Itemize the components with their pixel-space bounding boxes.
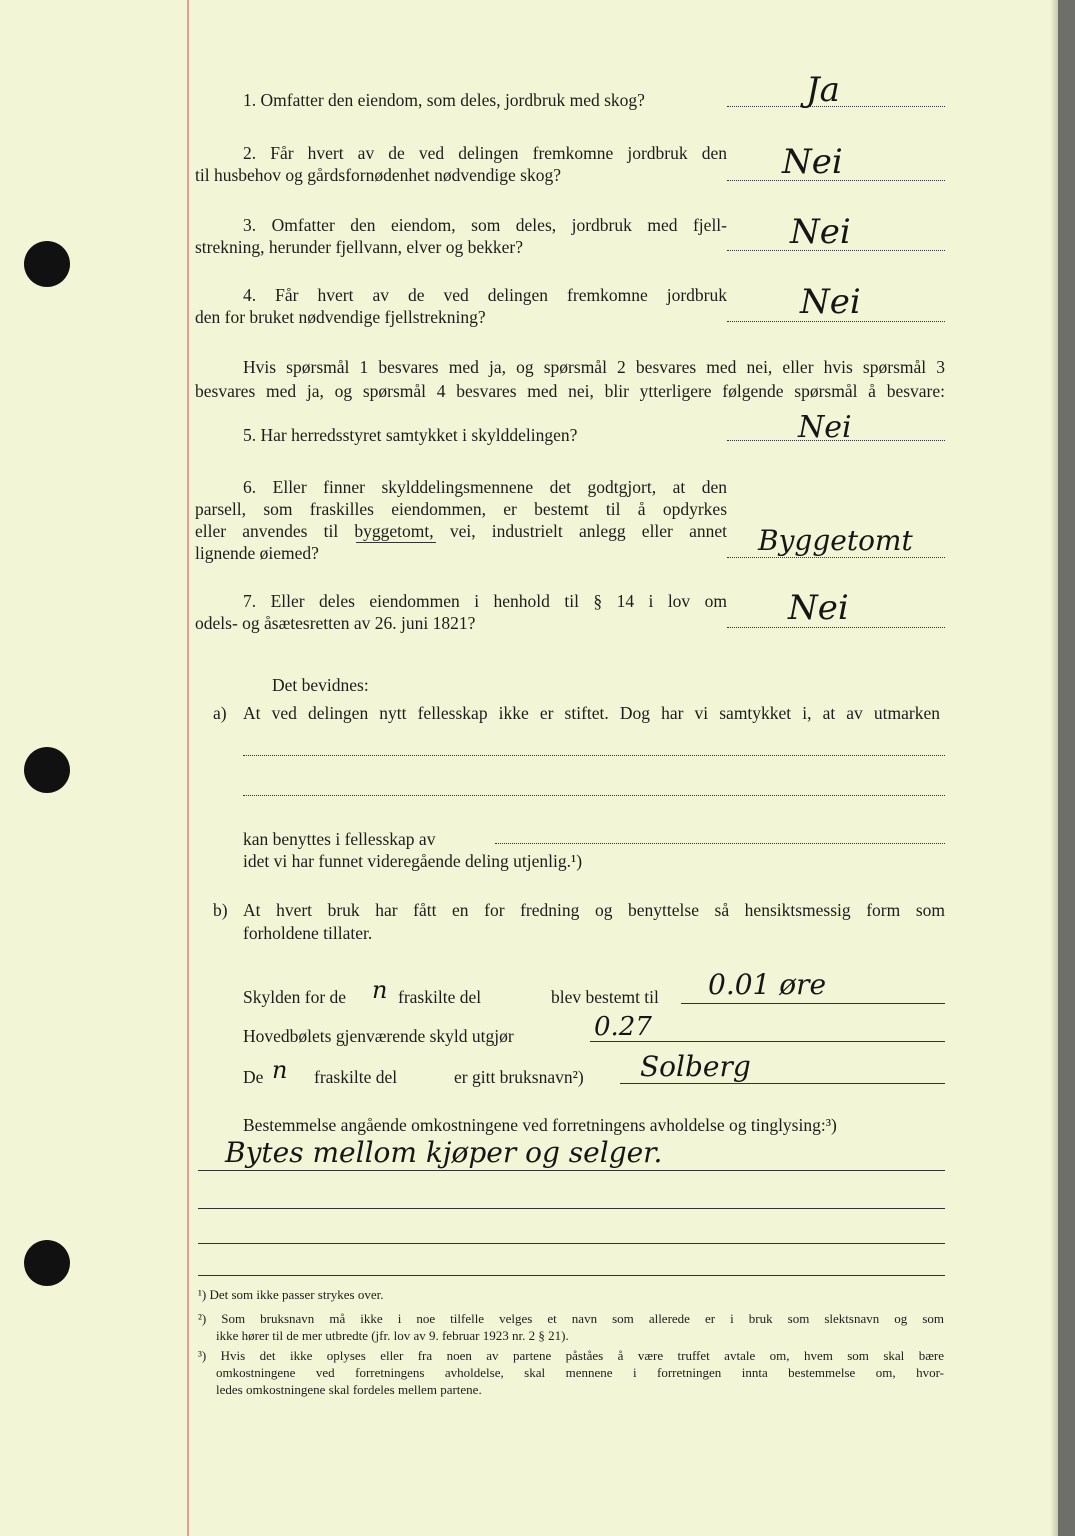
fellesskap-line xyxy=(495,843,945,844)
footnote-separator xyxy=(198,1275,945,1276)
skyld-value: 0.01 øre xyxy=(708,968,827,1001)
page-edge-shadow xyxy=(1050,0,1058,1536)
question-6-line-3: eller anvendes til byggetomt, vei, industrielt anlegg eller annet xyxy=(195,521,727,541)
punch-hole-top xyxy=(24,241,70,287)
question-6-answer-line xyxy=(727,557,945,558)
footnote-2-line-1: ²) Som bruksnavn må ikke i noe tilfelle velges et navn som allerede er i bruk som slektsnavn og som xyxy=(198,1311,944,1326)
bevidnes-heading: Det bevidnes: xyxy=(272,675,369,695)
question-3-answer: Nei xyxy=(790,212,851,252)
bevidnes-a-idet: idet vi har funnet videregående deling utjenlig.¹) xyxy=(243,851,583,871)
bevidnes-b-letter: b) xyxy=(213,900,228,920)
hovedbol-label: Hovedbølets gjenværende skyld utgjør xyxy=(243,1026,514,1046)
punch-hole-bottom xyxy=(24,1240,70,1286)
condition-line-2: besvares med ja, og spørsmål 4 besvares med nei, blir ytterligere følgende spørsmål å besvare: xyxy=(195,381,945,401)
bruksnavn-line-hw: n xyxy=(272,1056,288,1084)
bevidnes-a-letter: a) xyxy=(213,703,227,723)
utmark-line-1 xyxy=(243,755,945,756)
footnote-1: ¹) Det som ikke passer strykes over. xyxy=(198,1287,384,1302)
question-4-line-1: 4. Får hvert av de ved delingen fremkomne jordbruk xyxy=(243,285,727,305)
hovedbol-value: 0.27 xyxy=(594,1012,652,1042)
footnote-3-line-1: ³) Hvis det ikke oplyses eller fra noen av partene påståes å være truffet avtale om, hvem som skal bære xyxy=(198,1348,944,1363)
condition-line-1: Hvis spørsmål 1 besvares med ja, og spørsmål 2 besvares med nei, eller hvis spørsmål 3 xyxy=(243,357,945,377)
question-3-line-1: 3. Omfatter den eiendom, som deles, jordbruk med fjell- xyxy=(243,215,727,235)
question-5-answer: Nei xyxy=(798,410,852,445)
skyld-line-1-b: fraskilte del xyxy=(398,987,482,1007)
question-2-line-1: 2. Får hvert av de ved delingen fremkomne jordbruk den xyxy=(243,143,727,163)
bruksnavn-line-a: De xyxy=(243,1067,264,1087)
bruksnavn-value-line xyxy=(620,1083,945,1084)
question-2-answer: Nei xyxy=(782,142,843,182)
page-edge xyxy=(1058,0,1075,1536)
bruksnavn-line-b: fraskilte del xyxy=(314,1067,398,1087)
punch-hole-middle xyxy=(24,747,70,793)
question-6-line-1: 6. Eller finner skylddelingsmennene det godtgjort, at den xyxy=(243,477,727,497)
cost-label: Bestemmelse angående omkostningene ved forretningens avholdelse og tinglysing:³) xyxy=(243,1115,837,1135)
cost-line-3 xyxy=(198,1243,945,1244)
question-6-answer: Byggetomt xyxy=(758,524,913,557)
skyld-line-1-hw: n xyxy=(372,976,388,1004)
question-3-line-2: strekning, herunder fjellvann, elver og bekker? xyxy=(195,237,523,257)
skyld-line-1-c: blev bestemt til xyxy=(551,987,659,1007)
cost-line-2 xyxy=(198,1208,945,1209)
bruksnavn-value: Solberg xyxy=(640,1050,751,1083)
question-4-line-2: den for bruket nødvendige fjellstrekning? xyxy=(195,307,486,327)
question-7-line-2: odels- og åsætesretten av 26. juni 1821? xyxy=(195,613,476,633)
question-6-line-4: lignende øiemed? xyxy=(195,543,319,563)
question-1-text: 1. Omfatter den eiendom, som deles, jordbruk med skog? xyxy=(243,90,645,110)
question-2-line-2: til husbehov og gårdsfornødenhet nødvendige skog? xyxy=(195,165,561,185)
byggetomt-underline xyxy=(356,542,436,543)
question-4-answer: Nei xyxy=(800,282,861,322)
cost-line-1 xyxy=(198,1170,945,1171)
skyld-line-1-a: Skylden for de xyxy=(243,987,347,1007)
footnote-3-line-3: ledes omkostningene skal fordeles mellem partene. xyxy=(216,1382,482,1397)
bevidnes-b-line-2: forholdene tillater. xyxy=(243,923,373,943)
question-1-answer: Ja xyxy=(806,70,840,110)
skyld-value-line xyxy=(681,1003,945,1004)
footnote-2-line-2: ikke hører til de mer utbredte (jfr. lov av 9. februar 1923 nr. 2 § 21). xyxy=(216,1328,569,1343)
cost-value: Bytes mellom kjøper og selger. xyxy=(225,1136,663,1169)
bevidnes-a-kan: kan benyttes i fellesskap av xyxy=(243,829,436,849)
bevidnes-a-text: At ved delingen nytt fellesskap ikke er stiftet. Dog har vi samtykket i, at av utmarken xyxy=(243,703,940,723)
bruksnavn-line-c: er gitt bruksnavn²) xyxy=(454,1067,584,1087)
question-5-text: 5. Har herredsstyret samtykket i skylddelingen? xyxy=(243,425,578,445)
footnote-3-line-2: omkostningene ved forretningens avholdelse, skal mennene i forretningen innta bestemmelse om, hvor- xyxy=(216,1365,944,1380)
question-6-line-2: parsell, som fraskilles eiendommen, er bestemt til å opdyrkes xyxy=(195,499,727,519)
question-7-line-1: 7. Eller deles eiendommen i henhold til § 14 i lov om xyxy=(243,591,727,611)
bevidnes-b-line-1: At hvert bruk har fått en for fredning og benyttelse så hensiktsmessig form som xyxy=(243,900,945,920)
question-7-answer: Nei xyxy=(788,588,849,628)
utmark-line-2 xyxy=(243,795,945,796)
margin-line xyxy=(187,0,189,1536)
